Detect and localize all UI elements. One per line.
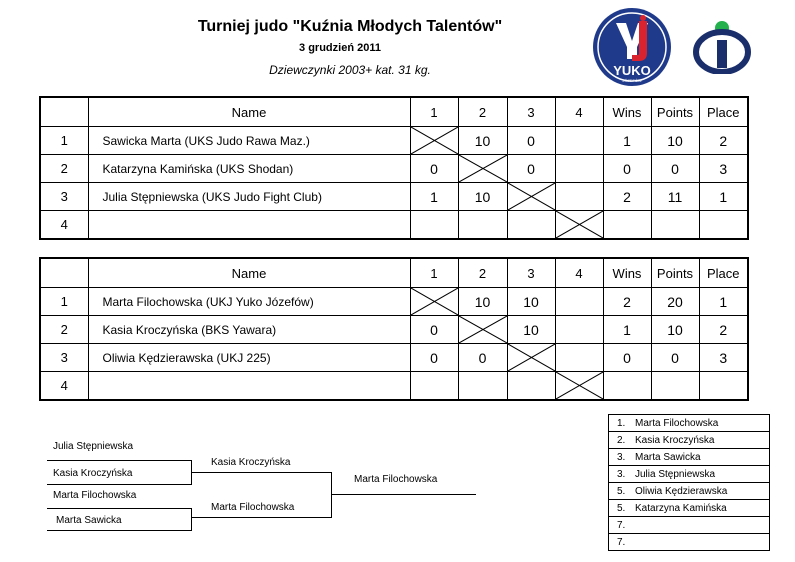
score-cell: 10 xyxy=(507,316,555,344)
header-blank xyxy=(40,258,88,288)
bracket-line xyxy=(331,472,332,518)
header-c1: 1 xyxy=(410,258,458,288)
ranking-name: Marta Filochowska xyxy=(635,417,719,429)
score-cell: 0 xyxy=(410,316,458,344)
wins-cell xyxy=(603,372,651,401)
score-cell xyxy=(507,372,555,401)
cross-icon xyxy=(459,155,507,182)
score-cell xyxy=(555,288,603,316)
competitor-name: Katarzyna Kamińska (UKS Shodan) xyxy=(88,155,410,183)
score-cell xyxy=(458,372,507,401)
ranking-place: 2. xyxy=(617,434,626,446)
cross-cell xyxy=(507,344,555,372)
weight-category: Dziewczynki 2003+ kat. 31 kg. xyxy=(269,63,431,77)
score-cell xyxy=(458,211,507,240)
score-cell: 10 xyxy=(458,288,507,316)
ranking-place: 5. xyxy=(617,485,626,497)
points-cell: 11 xyxy=(651,183,699,211)
ranking-row xyxy=(609,534,770,551)
wins-cell: 2 xyxy=(603,288,651,316)
header-points: Points xyxy=(651,97,699,127)
final-ranking-table xyxy=(608,414,770,551)
pool-b-header-row xyxy=(40,258,748,288)
competitor-name: Oliwia Kędzierawska (UKJ 225) xyxy=(88,344,410,372)
cross-icon xyxy=(459,316,507,343)
place-cell: 2 xyxy=(699,316,748,344)
table-row xyxy=(40,316,748,344)
wins-cell: 2 xyxy=(603,183,651,211)
cross-icon xyxy=(411,288,458,315)
table-row xyxy=(40,288,748,316)
info-logo xyxy=(688,18,756,74)
bracket-line xyxy=(47,460,192,461)
header-name: Name xyxy=(88,97,410,127)
competitor-name xyxy=(88,211,410,240)
points-cell: 10 xyxy=(651,127,699,155)
ranking-place: 7. xyxy=(617,519,626,531)
competitor-name xyxy=(88,372,410,401)
cross-cell xyxy=(410,288,458,316)
score-cell: 10 xyxy=(458,127,507,155)
score-cell xyxy=(555,155,603,183)
bracket-semi1-top: Julia Stępniewska xyxy=(53,441,134,452)
row-number: 1 xyxy=(40,127,88,155)
bracket-line xyxy=(192,472,332,473)
cross-icon xyxy=(508,183,555,210)
score-cell: 0 xyxy=(507,127,555,155)
logo-text: YUKO xyxy=(613,63,651,78)
place-cell xyxy=(699,372,748,401)
header-c4: 4 xyxy=(555,97,603,127)
ranking-place: 5. xyxy=(617,502,626,514)
row-number: 3 xyxy=(40,183,88,211)
score-cell xyxy=(410,372,458,401)
ranking-row xyxy=(609,500,770,517)
score-cell xyxy=(507,211,555,240)
row-number: 3 xyxy=(40,344,88,372)
points-cell: 0 xyxy=(651,344,699,372)
points-cell xyxy=(651,372,699,401)
ranking-name: Julia Stępniewska xyxy=(635,468,716,480)
cross-icon xyxy=(411,127,458,154)
points-cell: 10 xyxy=(651,316,699,344)
bracket-winner: Marta Filochowska xyxy=(354,474,438,485)
pool-a-table xyxy=(39,96,749,240)
header-c3: 3 xyxy=(507,97,555,127)
bracket-line xyxy=(47,530,192,531)
bracket-semi1-bottom: Kasia Kroczyńska xyxy=(53,468,133,479)
header-place: Place xyxy=(699,258,748,288)
score-cell: 0 xyxy=(458,344,507,372)
row-number: 4 xyxy=(40,211,88,240)
row-number: 1 xyxy=(40,288,88,316)
bracket-line xyxy=(332,494,476,495)
wins-cell: 0 xyxy=(603,344,651,372)
row-number: 2 xyxy=(40,155,88,183)
cross-cell xyxy=(555,372,603,401)
ranking-name: Kasia Kroczyńska xyxy=(635,434,715,446)
header-name: Name xyxy=(88,258,410,288)
tournament-date: 3 grudzień 2011 xyxy=(299,42,381,54)
points-cell: 20 xyxy=(651,288,699,316)
score-cell xyxy=(555,127,603,155)
ranking-name: Marta Sawicka xyxy=(635,451,701,463)
score-cell: 0 xyxy=(410,155,458,183)
ranking-place: 3. xyxy=(617,468,626,480)
header-blank xyxy=(40,97,88,127)
place-cell: 3 xyxy=(699,155,748,183)
bracket-final-bottom: Marta Filochowska xyxy=(211,502,295,513)
cross-icon xyxy=(508,344,555,371)
competitor-name: Marta Filochowska (UKJ Yuko Józefów) xyxy=(88,288,410,316)
score-cell xyxy=(555,316,603,344)
bracket-line xyxy=(47,508,192,509)
wins-cell: 0 xyxy=(603,155,651,183)
header-c2: 2 xyxy=(458,97,507,127)
ranking-row xyxy=(609,517,770,534)
header-c3: 3 xyxy=(507,258,555,288)
bracket-line xyxy=(47,484,192,485)
score-cell xyxy=(555,183,603,211)
wins-cell: 1 xyxy=(603,127,651,155)
table-row xyxy=(40,127,748,155)
points-cell: 0 xyxy=(651,155,699,183)
cross-icon xyxy=(556,372,603,399)
cross-cell xyxy=(555,211,603,240)
place-cell: 1 xyxy=(699,288,748,316)
place-cell xyxy=(699,211,748,240)
pool-b-table xyxy=(39,257,749,401)
competitor-name: Julia Stępniewska (UKS Judo Fight Club) xyxy=(88,183,410,211)
header-wins: Wins xyxy=(603,97,651,127)
bracket-line xyxy=(191,508,192,531)
row-number: 2 xyxy=(40,316,88,344)
wins-cell xyxy=(603,211,651,240)
cross-icon xyxy=(556,211,603,238)
score-cell: 10 xyxy=(458,183,507,211)
score-cell: 0 xyxy=(507,155,555,183)
score-cell: 1 xyxy=(410,183,458,211)
place-cell: 1 xyxy=(699,183,748,211)
header-c4: 4 xyxy=(555,258,603,288)
cross-cell xyxy=(410,127,458,155)
ranking-row xyxy=(609,466,770,483)
header-wins: Wins xyxy=(603,258,651,288)
cross-cell xyxy=(507,183,555,211)
table-row xyxy=(40,344,748,372)
bracket-semi2-top: Marta Filochowska xyxy=(53,490,137,501)
row-number: 4 xyxy=(40,372,88,401)
place-cell: 2 xyxy=(699,127,748,155)
points-cell xyxy=(651,211,699,240)
logo-subtext: JÓZEFÓW xyxy=(622,78,642,83)
ranking-row xyxy=(609,432,770,449)
ranking-place: 3. xyxy=(617,451,626,463)
score-cell: 0 xyxy=(410,344,458,372)
competitor-name: Sawicka Marta (UKS Judo Rawa Maz.) xyxy=(88,127,410,155)
cross-cell xyxy=(458,316,507,344)
cross-cell xyxy=(458,155,507,183)
score-cell xyxy=(410,211,458,240)
table-row xyxy=(40,183,748,211)
pool-a-header-row xyxy=(40,97,748,127)
tournament-title: Turniej judo "Kuźnia Młodych Talentów" xyxy=(197,18,503,35)
bracket-semi2-bottom: Marta Sawicka xyxy=(56,515,122,526)
table-row xyxy=(40,372,748,401)
bracket-final-top: Kasia Kroczyńska xyxy=(211,457,291,468)
ranking-row xyxy=(609,483,770,500)
header-c2: 2 xyxy=(458,258,507,288)
bracket-line xyxy=(192,517,332,518)
ranking-name: Oliwia Kędzierawska xyxy=(635,485,728,497)
ranking-place: 1. xyxy=(617,417,626,429)
table-row xyxy=(40,155,748,183)
header-place: Place xyxy=(699,97,748,127)
competitor-name: Kasia Kroczyńska (BKS Yawara) xyxy=(88,316,410,344)
table-row xyxy=(40,211,748,240)
score-cell: 10 xyxy=(507,288,555,316)
ranking-place: 7. xyxy=(617,536,626,548)
header-points: Points xyxy=(651,258,699,288)
wins-cell: 1 xyxy=(603,316,651,344)
place-cell: 3 xyxy=(699,344,748,372)
score-cell xyxy=(555,344,603,372)
header-c1: 1 xyxy=(410,97,458,127)
ranking-row xyxy=(609,415,770,432)
ranking-row xyxy=(609,449,770,466)
yuko-logo xyxy=(592,7,672,87)
ranking-name: Katarzyna Kamińska xyxy=(635,502,727,514)
